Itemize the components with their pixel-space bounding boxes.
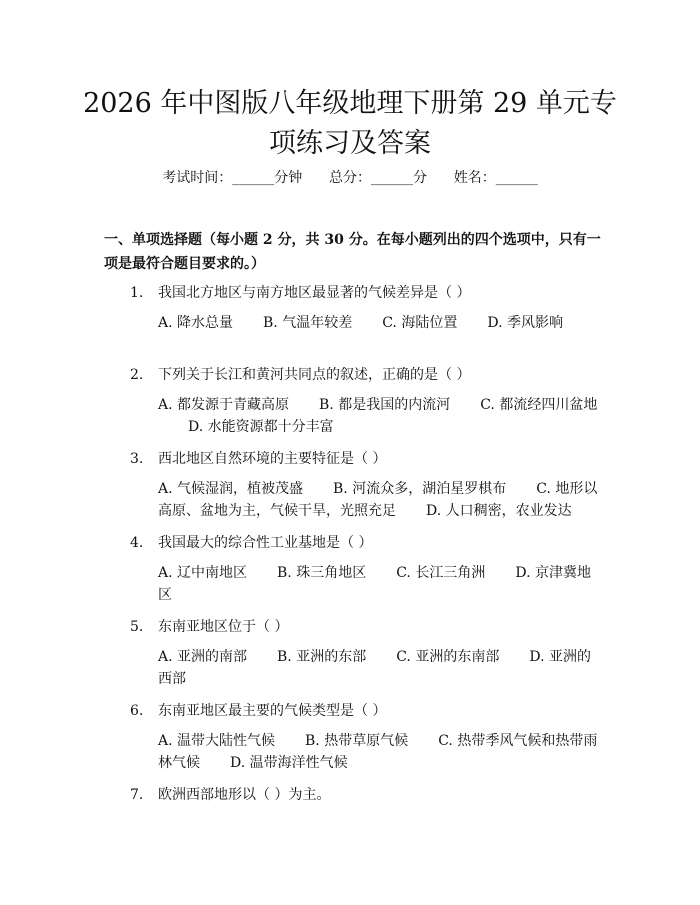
option-d: D. 亚洲的西部 — [158, 649, 591, 687]
question-number: 3. — [130, 451, 144, 467]
question-number: 7. — [130, 787, 144, 803]
option-c: C. 海陆位置 — [382, 315, 458, 331]
question-options — [104, 562, 600, 606]
question-options — [104, 312, 600, 334]
title-line-1: 2026 年中图版八年级地理下册第 29 单元专 — [83, 88, 617, 119]
score-label: 总分： — [329, 170, 371, 186]
option-b: B. 亚洲的东部 — [277, 649, 367, 665]
score-blank: ______ — [371, 170, 413, 186]
question-stem: 我国最大的综合性工业基地是（ ） — [158, 535, 373, 551]
time-blank: ______ — [232, 170, 275, 186]
option-a: A. 降水总量 — [158, 315, 234, 331]
question-number: 6. — [130, 703, 144, 719]
option-d: D. 温带海洋性气候 — [230, 755, 348, 771]
question-stem: 欧洲西部地形以（ ）为主。 — [158, 787, 331, 803]
option-d: D. 季风影响 — [487, 315, 563, 331]
question-number: 1. — [130, 285, 144, 301]
option-c: C. 长江三角洲 — [396, 565, 486, 581]
option-c: C. 都流经四川盆地 — [480, 397, 598, 413]
option-d: D. 京津冀地区 — [158, 565, 591, 603]
option-b: B. 热带草原气候 — [305, 733, 409, 749]
question-6 — [104, 700, 600, 774]
title-line-2: 项练习及答案 — [269, 128, 431, 159]
section-heading: 一、单项选择题（每小题 2 分，共 30 分。在每小题列出的四个选项中，只有一项是最符合题目要求的。） — [104, 232, 601, 272]
option-a: A. 辽中南地区 — [158, 565, 248, 581]
exam-info — [0, 168, 700, 188]
question-options — [104, 478, 600, 522]
question-4 — [104, 532, 600, 606]
name-label: 姓名： — [453, 170, 496, 186]
question-stem: 下列关于长江和黄河共同点的叙述，正确的是（ ） — [158, 367, 471, 383]
question-3 — [104, 448, 600, 522]
question-2 — [104, 364, 600, 438]
question-7 — [104, 784, 600, 806]
option-a: A. 都发源于青藏高原 — [158, 397, 290, 413]
score-unit: 分 — [413, 170, 427, 186]
question-number: 4. — [130, 535, 144, 551]
option-b: B. 珠三角地区 — [277, 565, 367, 581]
option-d: D. 人口稠密，农业发达 — [426, 503, 572, 519]
option-c: C. 亚洲的东南部 — [396, 649, 500, 665]
question-1 — [104, 282, 600, 334]
question-stem: 我国北方地区与南方地区最显著的气候差异是（ ） — [158, 285, 471, 301]
option-c: C. 热带季风气候和热带雨林气候 — [158, 733, 598, 771]
document-title — [60, 84, 640, 164]
option-b: B. 河流众多，湖泊星罗棋布 — [333, 481, 507, 497]
question-number: 2. — [130, 367, 144, 383]
time-unit: 分钟 — [274, 170, 303, 186]
question-options — [104, 646, 600, 690]
question-stem: 西北地区自然环境的主要特征是（ ） — [158, 451, 387, 467]
option-c: C. 地形以高原、盆地为主，气候干旱，光照充足 — [158, 481, 598, 519]
question-stem: 东南亚地区位于（ ） — [158, 619, 289, 635]
question-options — [104, 394, 600, 438]
question-number: 5. — [130, 619, 144, 635]
question-options — [104, 730, 600, 774]
question-5 — [104, 616, 600, 690]
option-a: A. 气候湿润，植被茂盛 — [158, 481, 304, 497]
question-stem: 东南亚地区最主要的气候类型是（ ） — [158, 703, 387, 719]
option-a: A. 温带大陆性气候 — [158, 733, 276, 749]
option-d: D. 水能资源都十分丰富 — [188, 419, 334, 435]
time-label: 考试时间： — [162, 170, 233, 186]
option-b: B. 气温年较差 — [263, 315, 353, 331]
option-a: A. 亚洲的南部 — [158, 649, 248, 665]
name-blank: ______ — [495, 170, 538, 186]
option-b: B. 都是我国的内流河 — [319, 397, 451, 413]
